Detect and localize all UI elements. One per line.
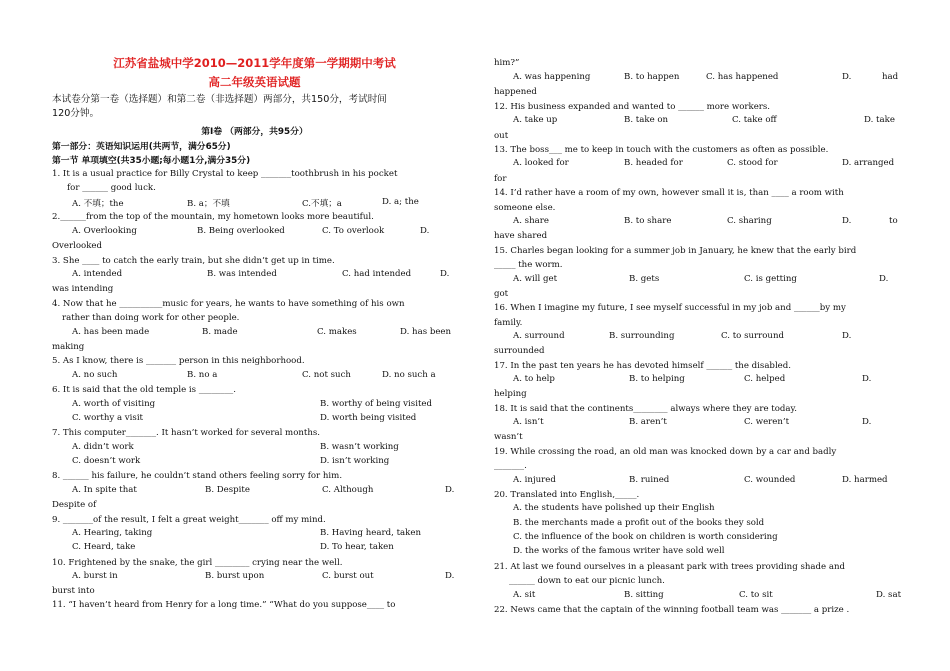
option: D. isn’t working — [320, 456, 390, 466]
question-10: 10. Frightened by the snake, the girl ________ crying near the well. — [52, 558, 343, 568]
option: B. Being overlooked — [197, 226, 285, 236]
option: C. burst out — [322, 571, 374, 581]
option: D. sat — [876, 590, 902, 600]
option: B. aren’t — [629, 417, 667, 427]
question-1-cont: for ______ good luck. — [67, 183, 156, 193]
exam-title: 江苏省盐城中学2010—2011学年度第一学期期中考试 — [113, 56, 396, 70]
option: C. to sit — [739, 590, 773, 600]
option: C. had intended — [342, 269, 412, 279]
option: A. Overlooking — [72, 226, 137, 236]
option-cont: got — [494, 289, 509, 299]
option-cont: for — [494, 174, 507, 184]
question-4-cont: rather than doing work for other people. — [62, 313, 240, 323]
option: D. — [420, 226, 430, 236]
option: C. helped — [744, 374, 786, 384]
option: C. to surround — [721, 331, 784, 341]
question-15: 15. Charles began looking for a summer job in January, he knew that the early bird — [494, 246, 857, 256]
question-6: 6. It is said that the old temple is ________. — [52, 385, 236, 395]
option: A. sit — [513, 590, 536, 600]
question-1: 1. It is a usual practice for Billy Crystal to keep _______toothbrush in his pocket — [52, 169, 398, 179]
option: B. to happen — [624, 72, 680, 82]
option: B. headed for — [624, 158, 683, 168]
question-3: 3. She ____ to catch the early train, but she didn’t get up in time. — [52, 256, 335, 266]
option: to — [889, 216, 898, 226]
question-8: 8. ______ his failure, he couldn’t stand others feeling sorry for him. — [52, 471, 343, 481]
option-cont: Overlooked — [52, 241, 102, 251]
option-cont: helping — [494, 389, 527, 399]
question-20: 20. Translated into English,_____. — [494, 490, 640, 500]
option: B. the merchants made a profit out of the books they sold — [513, 518, 765, 528]
option: D. — [862, 417, 872, 427]
option: B. Despite — [205, 485, 250, 495]
option: A. didn’t work — [72, 442, 134, 452]
exam-subtitle: 高二年级英语试题 — [208, 75, 301, 89]
section-heading: 第一部分：英语知识运用(共两节，满分65分) — [52, 142, 231, 152]
option-cont: wasn’t — [494, 432, 523, 442]
option: A. isn’t — [513, 417, 544, 427]
question-2: 2.______from the top of the mountain, my hometown looks more beautiful. — [52, 212, 374, 222]
question-5: 5. As I know, there is _______ person in this neighborhood. — [52, 356, 305, 366]
option: A. to help — [513, 374, 555, 384]
question-19-cont: _______. — [494, 461, 527, 471]
question-18: 18. It is said that the continents________ always where they are today. — [494, 404, 797, 414]
option: A. In spite that — [72, 485, 137, 495]
option: C. has happened — [706, 72, 779, 82]
option: D. take — [864, 115, 895, 125]
option: D. arranged — [842, 158, 895, 168]
option: had — [882, 72, 899, 82]
option-cont: have shared — [494, 231, 548, 241]
option: D. — [842, 216, 852, 226]
option: B. worthy of being visited — [320, 399, 432, 409]
option: C. not such — [302, 370, 351, 380]
option: D. — [445, 571, 455, 581]
question-12: 12. His business expanded and wanted to ______ more workers. — [494, 102, 771, 112]
option: C. doesn’t work — [72, 456, 141, 466]
option: B. made — [202, 327, 238, 337]
option-cont: happened — [494, 87, 537, 97]
option: B. to helping — [629, 374, 685, 384]
question-15-cont: _____ the worm. — [494, 260, 563, 270]
option: B. to share — [624, 216, 672, 226]
option: A. no such — [72, 370, 118, 380]
question-21: 21. At last we found ourselves in a pleasant park with trees providing shade and — [494, 562, 845, 572]
option: B. was intended — [207, 269, 277, 279]
option: D. no such a — [382, 370, 436, 380]
option: B. no a — [187, 370, 218, 380]
question-4: 4. Now that he __________music for years, he wants to have something of his own — [52, 299, 405, 309]
option: B. wasn’t working — [320, 442, 399, 452]
option: D. a; the — [382, 197, 419, 207]
option: B. surrounding — [609, 331, 675, 341]
option: C. makes — [317, 327, 357, 337]
option: B. burst upon — [205, 571, 265, 581]
option-cont: surrounded — [494, 346, 545, 356]
option: A. worth of visiting — [72, 399, 156, 409]
question-22: 22. News came that the captain of the winning football team was _______ a prize . — [494, 605, 850, 615]
option: B. take on — [624, 115, 669, 125]
question-19: 19. While crossing the road, an old man was knocked down by a car and badly — [494, 447, 837, 457]
option: A. take up — [513, 115, 558, 125]
question-17: 17. In the past ten years he has devoted himself ______ the disabled. — [494, 361, 792, 371]
option: C. sharing — [727, 216, 772, 226]
question-13: 13. The boss___ me to keep in touch with the customers as often as possible. — [494, 145, 829, 155]
option: D. the works of the famous writer have sold well — [513, 546, 725, 556]
option-cont: burst into — [52, 586, 95, 596]
question-14-cont: someone else. — [494, 203, 556, 213]
option: B. ruined — [629, 475, 670, 485]
option: D. worth being visited — [320, 413, 417, 423]
intro-text-cont: 120分钟。 — [52, 108, 100, 119]
option: A. share — [513, 216, 549, 226]
question-14: 14. I’d rather have a room of my own, however small it is, than ____ a room with — [494, 188, 844, 198]
option: C. worthy a visit — [72, 413, 144, 423]
option: D. — [879, 274, 889, 284]
option: C. Although — [322, 485, 374, 495]
option: B. Having heard, taken — [320, 528, 421, 538]
option: D. — [862, 374, 872, 384]
option: C. the influence of the book on children is worth considering — [513, 532, 778, 542]
option-cont: Despite of — [52, 500, 97, 510]
question-16: 16. When I imagine my future, I see myself successful in my job and ______by my — [494, 303, 846, 313]
option-cont: out — [494, 131, 509, 141]
option: D. harmed — [842, 475, 888, 485]
question-21-cont: ______ down to eat our picnic lunch. — [509, 576, 665, 586]
option: C.不填；a — [302, 199, 342, 209]
option: C. is getting — [744, 274, 797, 284]
option: D. has been — [400, 327, 452, 337]
option: A. will get — [513, 274, 558, 284]
option: D. — [440, 269, 450, 279]
option: A. injured — [513, 475, 556, 485]
option: A. intended — [72, 269, 123, 279]
option: C. weren’t — [744, 417, 790, 427]
option: D. — [842, 72, 852, 82]
option: C. take off — [732, 115, 777, 125]
option: C. wounded — [744, 475, 796, 485]
option: D. — [842, 331, 852, 341]
option: A. the students have polished up their English — [513, 503, 715, 513]
option: A. surround — [513, 331, 565, 341]
intro-text: 本试卷分第一卷（选择题）和第二卷（非选择题）两部分，共150分，考试时间 — [52, 94, 387, 105]
option: A. Hearing, taking — [72, 528, 153, 538]
question-11-cont: him?” — [494, 58, 520, 68]
option: C. Heard, take — [72, 542, 136, 552]
option: A. looked for — [513, 158, 569, 168]
option: A. burst in — [72, 571, 118, 581]
option: C. stood for — [727, 158, 778, 168]
question-9: 9. _______of the result, I felt a great weight_______ off my mind. — [52, 515, 326, 525]
option: D. To hear, taken — [320, 542, 394, 552]
question-16-cont: family. — [494, 318, 523, 328]
option: A. 不填；the — [72, 199, 124, 209]
option: B. sitting — [624, 590, 664, 600]
option: B. gets — [629, 274, 660, 284]
option: D. — [445, 485, 455, 495]
question-7: 7. This computer_______. It hasn’t worked for several months. — [52, 428, 321, 438]
option: A. was happening — [513, 72, 591, 82]
part-title: 第Ⅰ卷 （两部分，共95分） — [201, 127, 308, 137]
option: A. has been made — [72, 327, 150, 337]
question-11: 11. “I haven’t heard from Henry for a long time.” “What do you suppose____ to — [52, 600, 396, 610]
option-cont: making — [52, 342, 85, 352]
option: B. a；不填 — [187, 199, 230, 209]
option-cont: was intending — [52, 284, 114, 294]
subsection-heading: 第一节 单项填空(共35小题;每小题1分,满分35分) — [52, 156, 251, 166]
option: C. To overlook — [322, 226, 385, 236]
